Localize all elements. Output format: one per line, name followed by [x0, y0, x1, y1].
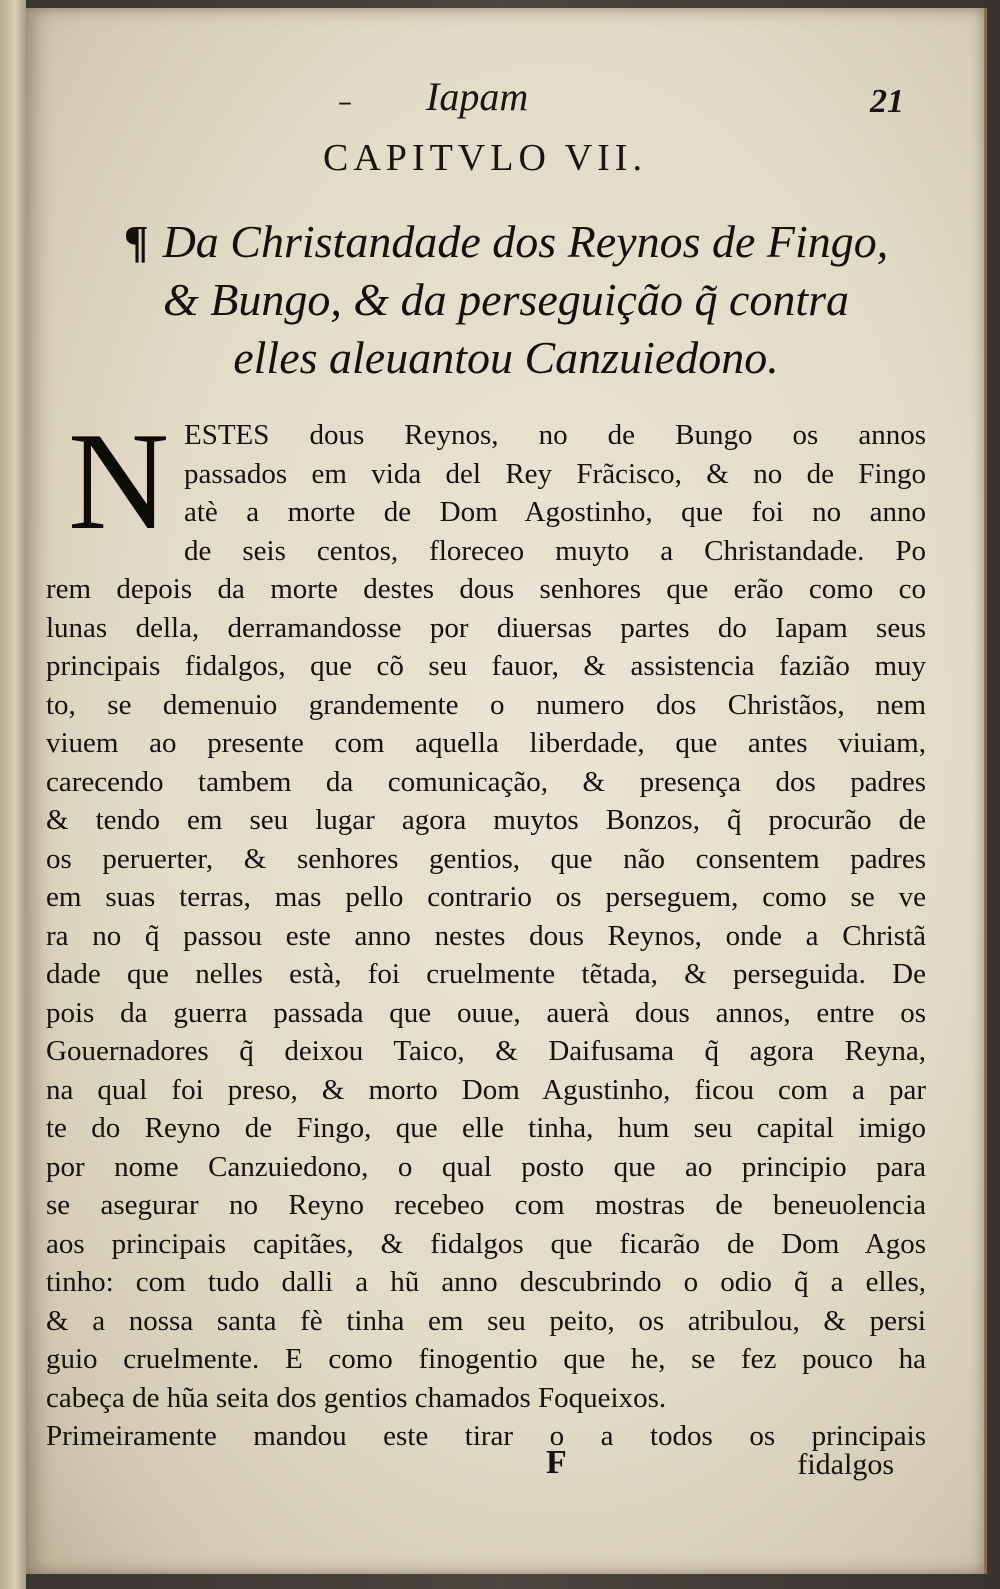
body-line: & a nossa santa fè tinha em seu peito, os atribulou, & persi	[46, 1304, 926, 1337]
body-line: atè a morte de Dom Agostinho, que foi no anno	[184, 496, 926, 528]
body-line: ESTES dous Reynos, no de Bungo os annos	[184, 419, 926, 451]
body-line: os peruerter, & senhores gentios, que não consentem padres	[46, 842, 926, 875]
page-number: 21	[870, 83, 904, 120]
body-line: Primeiramente mandou este tirar o a todos os principais	[46, 1420, 926, 1452]
body-line: to, se demenuio grandemente o numero dos Christãos, nem	[46, 688, 926, 721]
body-line: cabeça de hũa seita dos gentios chamados Foqueixos.	[46, 1381, 667, 1414]
chapter-title-line: ¶ Da Christandade dos Reynos de Fingo,	[123, 216, 889, 267]
body-line: & tendo em seu lugar agora muytos Bonzos, q̃ procurão de	[46, 804, 926, 836]
running-head: Iapam	[426, 74, 529, 119]
body-line: carecendo tambem da comunicação, & presença dos padres	[46, 765, 926, 798]
body-line: se asegurar no Reyno recebeo com mostras de beneuolencia	[46, 1189, 926, 1221]
running-head-dash: –	[338, 85, 352, 118]
signature-mark: F	[546, 1444, 567, 1481]
adjacent-page-edge	[0, 0, 26, 1589]
book-page	[26, 8, 987, 1574]
body-line: ra no q̃ passou este anno nestes dous Reynos, onde a Christã	[46, 919, 926, 952]
body-line: de seis centos, floreceo muyto a Christandade. Po	[184, 534, 926, 567]
body-text	[46, 404, 926, 1456]
body-line: te do Reyno de Fingo, que elle tinha, hum seu capital imigo	[46, 1112, 926, 1144]
body-line: na qual foi preso, & morto Dom Agustinho, ficou com a par	[46, 1073, 926, 1106]
body-line: pois da guerra passada que ouue, auerà dous annos, entre os	[46, 996, 926, 1029]
body-line: passados em vida del Rey Frãcisco, & no de Fingo	[184, 457, 926, 490]
body-line: guio cruelmente. E como finogentio que he, se fez pouco ha	[46, 1343, 926, 1375]
body-line: dade que nelles està, foi cruelmente tẽtada, & perseguida. De	[46, 958, 926, 990]
pilcrow-icon: ¶	[123, 216, 149, 267]
body-line: por nome Canzuiedono, o qual posto que ao principio para	[46, 1150, 926, 1183]
chapter-title	[66, 213, 946, 387]
body-line: tinho: com tudo dalli a hũ anno descubrindo o odio q̃ a elles,	[46, 1266, 926, 1298]
page-header	[26, 73, 984, 123]
body-line: principais fidalgos, que cõ seu fauor, & assistencia fazião muy	[46, 650, 926, 682]
catchword: fidalgos	[797, 1448, 894, 1481]
body-line: em suas terras, mas pello contrario os perseguem, como se ve	[46, 881, 926, 913]
body-line: viuem ao presente com aquella liberdade, que antes viuiam,	[46, 727, 926, 759]
body-line: Gouernadores q̃ deixou Taico, & Daifusama q̃ agora Reyna,	[46, 1035, 926, 1067]
chapter-title-line: & Bungo, & da perseguição q̃ contra	[162, 274, 850, 325]
chapter-heading: CAPITVLO VII.	[323, 137, 647, 179]
body-line: rem depois da morte destes dous senhores que erão como co	[46, 573, 926, 605]
body-line: aos principais capitães, & fidalgos que ficarão de Dom Agos	[46, 1227, 926, 1260]
drop-cap-initial: N	[68, 404, 170, 559]
chapter-title-line: elles aleuantou Canzuiedono.	[233, 332, 779, 383]
body-line: lunas della, derramandosse por diuersas partes do Iapam seus	[46, 611, 926, 644]
